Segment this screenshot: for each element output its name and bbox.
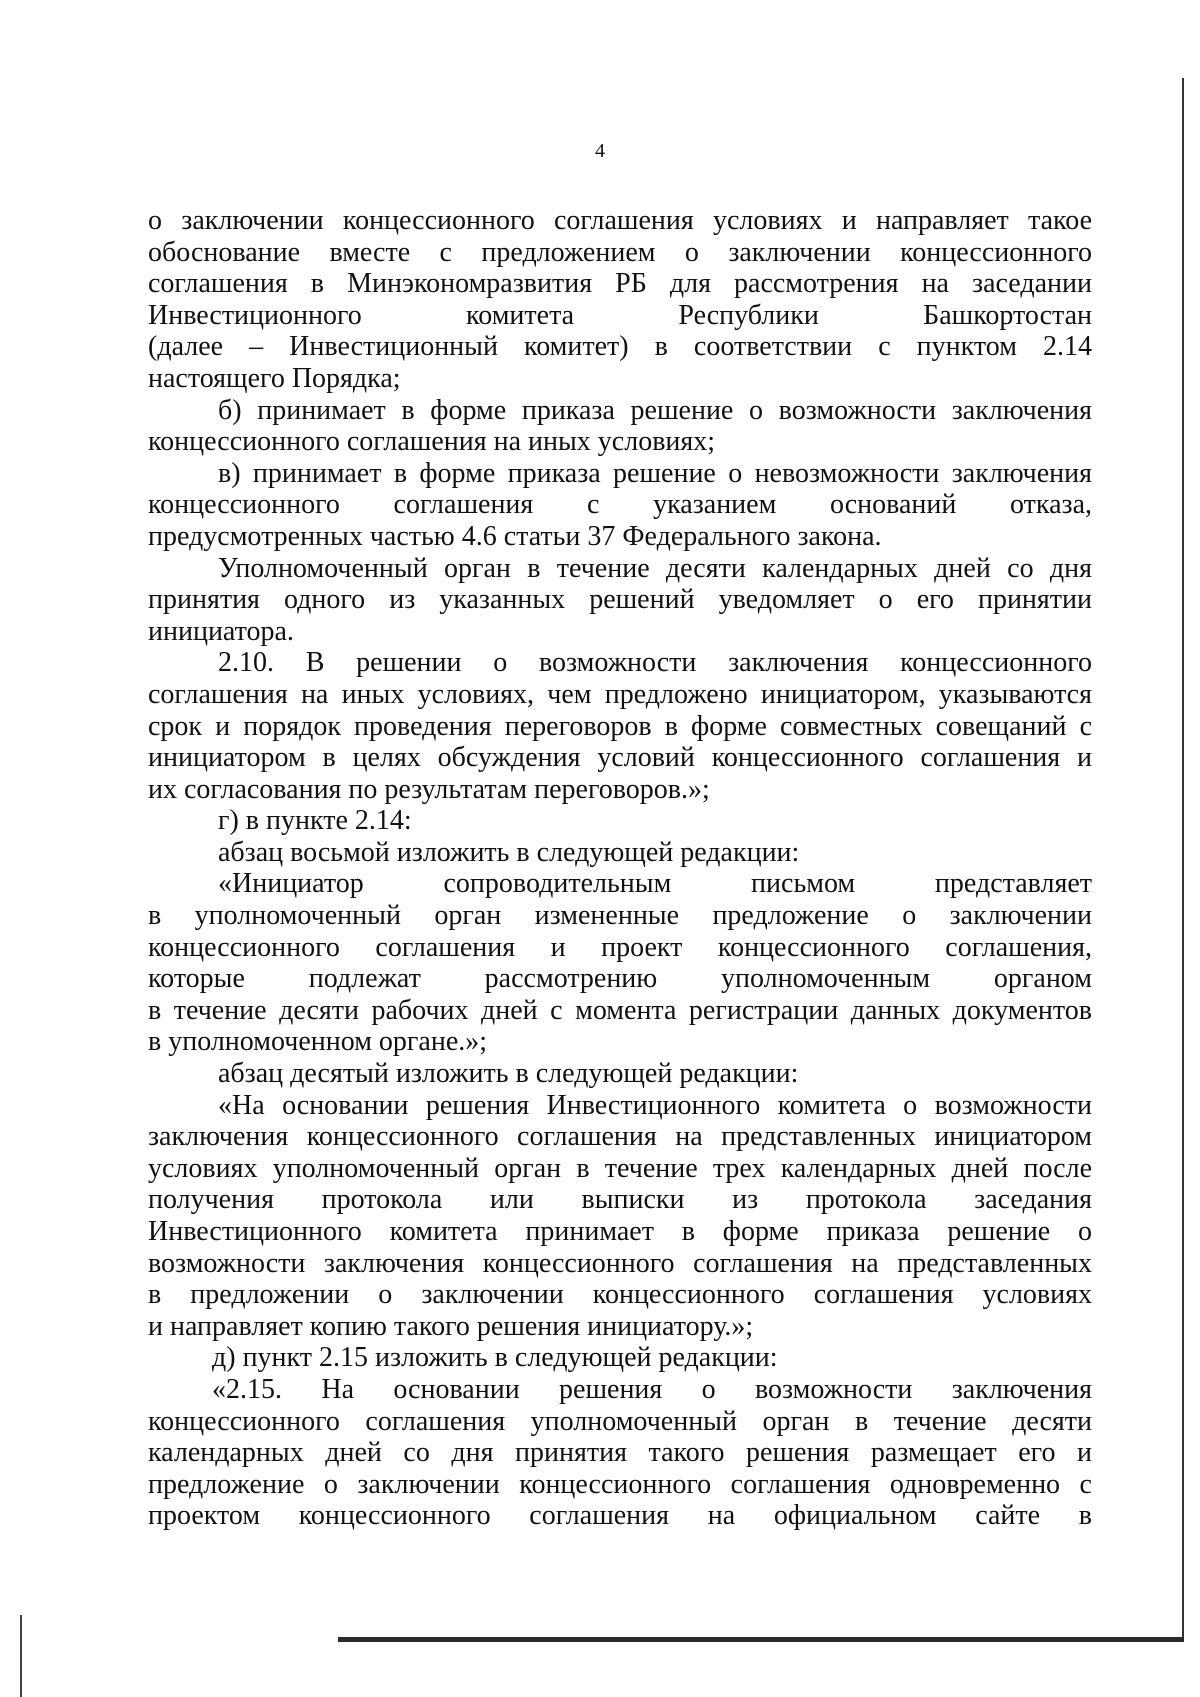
text-line: в) принимает в форме приказа решение о невозможности заключения bbox=[218, 457, 1092, 489]
text-line: соглашения в Минэкономразвития РБ для рассмотрения на заседании bbox=[148, 268, 1092, 300]
text-line: в уполномоченном органе.»; bbox=[148, 1026, 488, 1058]
text-line: абзац десятый изложить в следующей редакции: bbox=[218, 1058, 799, 1090]
text-line: в уполномоченный орган измененные предложение о заключении bbox=[148, 900, 1092, 932]
text-line: концессионного соглашения с указанием оснований отказа, bbox=[148, 489, 1092, 521]
text-line: г) в пункте 2.14: bbox=[218, 805, 412, 837]
text-line: их согласования по результатам переговоров.»; bbox=[148, 773, 710, 805]
scan-edge-right bbox=[1182, 78, 1184, 1638]
text-line: «На основании решения Инвестиционного комитета о возможности bbox=[218, 1089, 1092, 1121]
text-line: Инвестиционного комитета Республики Башкортостан bbox=[148, 299, 1092, 331]
text-line: которые подлежат рассмотрению уполномоченным органом bbox=[148, 963, 1092, 995]
text-line: Инвестиционного комитета принимает в форме приказа решение о bbox=[148, 1216, 1092, 1247]
text-line: б) принимает в форме приказа решение о возможности заключения bbox=[218, 394, 1092, 426]
text-line: календарных дней со дня принятия такого решения размещает его и bbox=[148, 1437, 1092, 1469]
scan-edge-bottom bbox=[338, 1637, 1184, 1642]
text-line: получения протокола или выписки из протокола заседания bbox=[148, 1184, 1092, 1216]
page-number: 4 bbox=[595, 140, 605, 162]
text-line: обоснование вместе с предложением о заключении концессионного bbox=[148, 236, 1092, 268]
text-line: принятия одного из указанных решений уведомляет о его принятии bbox=[148, 584, 1092, 616]
text-line: абзац восьмой изложить в следующей редакции: bbox=[218, 836, 800, 868]
text-line: 2.10. В решении о возможности заключения концессионного bbox=[218, 647, 1092, 679]
text-line: срок и порядок проведения переговоров в форме совместных совещаний с bbox=[148, 710, 1092, 742]
text-line: и направляет копию такого решения инициатору.»; bbox=[148, 1310, 754, 1342]
text-line: условиях уполномоченный орган в течение трех календарных дней после bbox=[148, 1152, 1092, 1184]
text-line: проектом концессионного соглашения на официальном сайте в bbox=[148, 1500, 1092, 1532]
text-line: в течение десяти рабочих дней с момента регистрации данных документов bbox=[148, 994, 1092, 1026]
text-line: в предложении о заключении концессионного соглашения условиях bbox=[148, 1279, 1092, 1311]
text-line: «2.15. На основании решения о возможности заключения bbox=[212, 1373, 1092, 1405]
text-line: «Инициатор сопроводительным письмом представляет bbox=[218, 868, 1092, 900]
text-line: настоящего Порядка; bbox=[148, 362, 401, 394]
text-line: о заключении концессионного соглашения условиях и направляет такое bbox=[148, 205, 1092, 236]
text-line: концессионного соглашения на иных условиях; bbox=[148, 426, 716, 458]
text-line: концессионного соглашения и проект концессионного соглашения, bbox=[148, 931, 1092, 963]
text-line: концессионного соглашения уполномоченный орган в течение десяти bbox=[148, 1405, 1092, 1437]
text-line: заключения концессионного соглашения на представленных инициатором bbox=[148, 1121, 1092, 1153]
text-line: (далее – Инвестиционный комитет) в соответствии с пунктом 2.14 bbox=[148, 331, 1092, 363]
text-line: Уполномоченный орган в течение десяти календарных дней со дня bbox=[218, 552, 1092, 584]
document-body bbox=[148, 205, 1092, 1532]
text-line: д) пункт 2.15 изложить в следующей редакции: bbox=[212, 1342, 778, 1374]
text-line: инициатора. bbox=[148, 615, 294, 647]
text-line: предусмотренных частью 4.6 статьи 37 Федерального закона. bbox=[148, 520, 882, 552]
scan-edge-left bbox=[20, 1615, 22, 1697]
text-line: предложение о заключении концессионного соглашения одновременно с bbox=[148, 1468, 1092, 1500]
text-line: инициатором в целях обсуждения условий концессионного соглашения и bbox=[148, 742, 1092, 774]
text-line: соглашения на иных условиях, чем предложено инициатором, указываются bbox=[148, 678, 1092, 710]
text-line: возможности заключения концессионного соглашения на представленных bbox=[148, 1247, 1092, 1279]
